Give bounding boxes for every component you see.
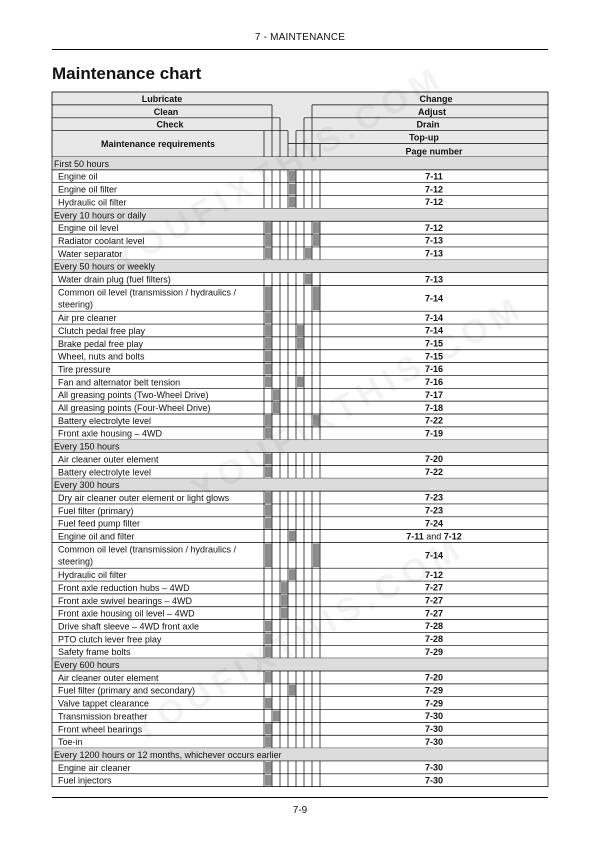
requirement-text: Air cleaner outer element (58, 454, 159, 465)
maintenance-mark (297, 325, 304, 336)
page-reference: 7-14 (424, 293, 444, 304)
requirement-text: Transmission breather (58, 711, 148, 722)
maintenance-mark (289, 171, 296, 182)
maintenance-mark (289, 184, 296, 195)
maintenance-mark (265, 505, 272, 516)
maintenance-mark (289, 531, 296, 542)
maintenance-mark (281, 608, 288, 619)
page-reference: 7-11 (425, 171, 443, 182)
maintenance-mark (265, 646, 272, 657)
page-reference: 7-27 (424, 608, 444, 619)
maintenance-mark (265, 312, 272, 323)
header-label-adjust: Adjust (418, 106, 446, 117)
maintenance-mark (265, 351, 272, 362)
maintenance-mark (265, 376, 272, 387)
header-label-lubricate: Lubricate (141, 93, 183, 104)
page-reference: 7-30 (424, 736, 444, 747)
page-reference: 7-12 (424, 569, 444, 580)
maintenance-mark (281, 582, 288, 593)
requirement-text: Fuel injectors (58, 775, 112, 786)
maintenance-mark (281, 595, 288, 606)
maintenance-mark (265, 672, 272, 683)
requirement-text: Engine air cleaner (58, 762, 131, 773)
requirement-text: Hydraulic oil filter (58, 197, 127, 208)
requirement-text: Engine oil and filter (58, 531, 135, 542)
header-label-change: Change (419, 93, 453, 104)
page-reference: 7-29 (424, 646, 444, 657)
section-heading: Every 600 hours (54, 660, 120, 670)
requirement-text: Front axle swivel bearings – 4WD (58, 595, 193, 606)
maintenance-mark (273, 711, 280, 722)
maintenance-mark (265, 736, 272, 747)
page-reference: 7-23 (424, 492, 444, 503)
section-heading: First 50 hours (54, 158, 110, 169)
maintenance-mark (265, 235, 272, 246)
requirement-text: Front wheel bearings (58, 724, 143, 735)
requirement-text: Valve tappet clearance (58, 698, 149, 709)
page-reference: 7-29 (424, 685, 444, 696)
page-reference: 7-12 (424, 184, 444, 195)
header-label-drain: Drain (416, 119, 440, 130)
requirement-text: Fan and alternator belt tension (58, 377, 181, 388)
maintenance-mark (313, 222, 320, 233)
page-reference: 7-22 (424, 467, 444, 478)
requirement-text: Engine oil level (58, 223, 119, 234)
maintenance-mark (265, 492, 272, 503)
chapter-header: 7 - MAINTENANCE (254, 32, 346, 43)
maintenance-mark (289, 569, 296, 580)
maintenance-mark (289, 197, 296, 208)
requirement-text: Fuel filter (primary) (58, 505, 134, 516)
page-reference: 7-30 (424, 762, 444, 773)
requirement-text: steering) (58, 299, 94, 310)
maintenance-mark (289, 685, 296, 696)
requirement-text: Radiator coolant level (58, 235, 145, 246)
footer-rule (52, 797, 548, 798)
page-reference: 7-12 (424, 222, 444, 233)
page-reference: 7-12 (424, 197, 444, 208)
page-reference: 7-30 (424, 775, 444, 786)
requirement-text: Clutch pedal free play (58, 325, 146, 336)
requirement-text: Tire pressure (58, 364, 111, 375)
page-reference: 7-23 (424, 505, 444, 516)
maintenance-mark (265, 287, 272, 311)
section-heading: Every 50 hours or weekly (54, 261, 156, 272)
requirement-text: Common oil level (transmission / hydraulics / (58, 287, 237, 298)
requirement-text: Wheel, nuts and bolts (58, 351, 145, 362)
maintenance-chart-grid (52, 92, 548, 786)
maintenance-mark (305, 248, 312, 259)
page-reference: 7-14 (424, 312, 444, 323)
page-reference: 7-17 (424, 389, 444, 400)
requirement-text: Engine oil filter (58, 184, 118, 195)
header-rule (52, 49, 548, 50)
page-reference: 7-13 (424, 248, 444, 259)
maintenance-mark (265, 338, 272, 349)
page-reference: 7-30 (424, 724, 444, 735)
requirement-text: Engine oil (58, 171, 98, 182)
requirement-text: Common oil level (transmission / hydraulics / (58, 544, 237, 555)
requirement-text: All greasing points (Two-Wheel Drive) (58, 390, 209, 401)
header-requirements-label: Maintenance requirements (100, 138, 216, 149)
page-reference: 7-16 (424, 364, 444, 375)
section-row-background (52, 157, 548, 170)
maintenance-mark (265, 428, 272, 439)
maintenance-mark (313, 287, 320, 311)
requirement-text: Air pre cleaner (58, 313, 117, 324)
requirement-text: Brake pedal free play (58, 338, 144, 349)
page-reference: 7-28 (424, 634, 444, 645)
maintenance-mark (265, 248, 272, 259)
maintenance-mark (313, 235, 320, 246)
requirement-text: Water separator (58, 248, 123, 259)
maintenance-mark (265, 762, 272, 773)
maintenance-mark (265, 775, 272, 786)
maintenance-mark (265, 723, 272, 734)
page-reference: 7-15 (424, 351, 444, 362)
maintenance-mark (265, 698, 272, 709)
requirement-text: Air cleaner outer element (58, 672, 159, 683)
requirement-text: Front axle housing oil level – 4WD (58, 608, 195, 619)
page-reference: 7-22 (424, 415, 444, 426)
maintenance-mark (297, 376, 304, 387)
header-label-clean: Clean (153, 106, 179, 117)
maintenance-mark (265, 633, 272, 644)
page-title: Maintenance chart (52, 64, 202, 83)
requirement-text: Front axle reduction hubs – 4WD (58, 582, 190, 593)
requirement-text: Water drain plug (fuel filters) (58, 274, 171, 285)
maintenance-mark (265, 544, 272, 568)
maintenance-mark (265, 222, 272, 233)
section-row-background (52, 658, 548, 671)
page-reference: 7-19 (424, 428, 444, 439)
page-reference: 7-14 (424, 550, 444, 561)
requirement-text: Front axle housing – 4WD (58, 428, 163, 439)
requirement-text: All greasing points (Four-Wheel Drive) (58, 403, 211, 413)
maintenance-mark (297, 338, 304, 349)
section-heading: Every 1200 hours or 12 months, whichever occurs earlier (54, 749, 282, 760)
section-heading: Every 150 hours (54, 441, 120, 452)
requirement-text: steering) (58, 556, 94, 567)
requirement-text: Fuel feed pump filter (58, 518, 141, 529)
maintenance-mark (265, 466, 272, 477)
maintenance-mark (273, 389, 280, 400)
page-reference: 7-20 (424, 672, 444, 683)
requirement-text: Dry air cleaner outer element or light glows (58, 492, 230, 503)
section-heading: Every 10 hours or daily (54, 210, 147, 221)
requirement-text: Drive shaft sleeve – 4WD front axle (58, 621, 200, 632)
page-reference: 7-20 (424, 454, 444, 465)
maintenance-mark (265, 621, 272, 632)
page-reference: 7-29 (424, 698, 444, 709)
page-reference: 7-11 and 7-12 (406, 531, 462, 542)
page-reference: 7-28 (424, 621, 444, 632)
header-label-top-up: Top-up (409, 132, 439, 143)
page-reference: 7-27 (424, 582, 444, 593)
maintenance-mark (273, 402, 280, 413)
requirement-text: Toe-in (58, 737, 83, 748)
page-reference: 7-24 (424, 518, 444, 529)
requirement-text: PTO clutch lever free play (58, 634, 162, 645)
maintenance-mark (313, 415, 320, 426)
maintenance-mark (265, 454, 272, 465)
maintenance-mark (313, 544, 320, 568)
page-reference: 7-18 (424, 402, 444, 413)
requirement-text: Fuel filter (primary and secondary) (58, 685, 196, 696)
page-reference: 7-27 (424, 595, 444, 606)
page-reference: 7-13 (424, 274, 444, 285)
page-reference: 7-14 (424, 325, 444, 336)
page-reference: 7-15 (424, 338, 444, 349)
maintenance-mark (305, 274, 312, 285)
requirement-text: Hydraulic oil filter (58, 570, 127, 581)
maintenance-mark (265, 364, 272, 375)
page-reference: 7-16 (424, 377, 444, 388)
maintenance-mark (265, 415, 272, 426)
maintenance-chart-table (52, 92, 548, 786)
header-page-number-label: Page number (405, 146, 463, 157)
requirement-text: Safety frame bolts (58, 647, 131, 658)
maintenance-mark (265, 518, 272, 529)
section-row-background (52, 478, 548, 491)
page-reference: 7-13 (424, 235, 444, 246)
page-number: 7-9 (292, 805, 308, 816)
section-row-background (52, 440, 548, 453)
section-heading: Every 300 hours (54, 480, 120, 491)
page-reference: 7-30 (424, 711, 444, 722)
header-label-check: Check (156, 119, 184, 130)
requirement-text: Battery electrolyte level (58, 467, 152, 478)
maintenance-mark (265, 325, 272, 336)
requirement-text: Battery electrolyte level (58, 415, 152, 426)
